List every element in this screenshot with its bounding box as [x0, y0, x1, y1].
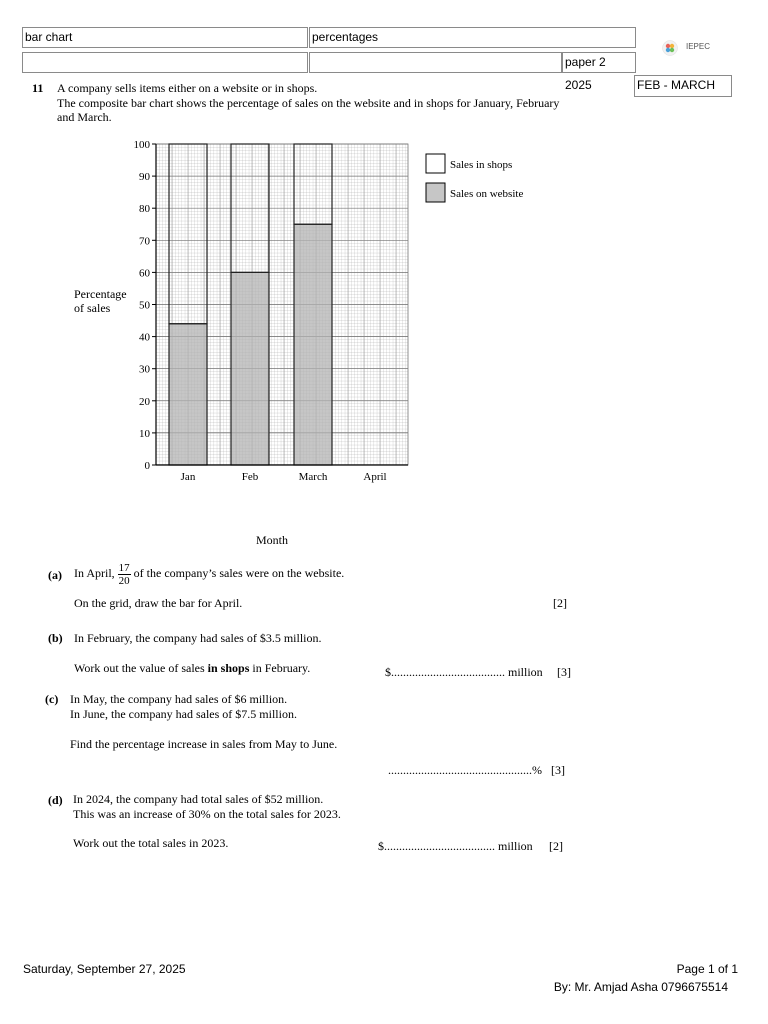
fraction-17-20	[118, 562, 131, 587]
footer-author: By: Mr. Amjad Asha 0796675514	[553, 980, 728, 994]
part-a-line-1	[74, 561, 344, 587]
y-tick-label-60: 60	[139, 267, 150, 280]
part-b-marks: [3]	[557, 665, 571, 679]
part-d-label: (d)	[48, 793, 63, 807]
intro-line-2: The composite bar chart shows the percentage of sales on the website and in shops for January, February	[57, 96, 560, 110]
logo-text: IEPEC	[686, 42, 711, 51]
legend-swatch-website	[426, 183, 445, 202]
part-c-line-3: Find the percentage increase in sales from May to June.	[70, 737, 338, 751]
part-d-line-2: This was an increase of 30% on the total sales for 2023.	[73, 807, 341, 821]
intro-line-1: A company sells items either on a website or in shops.	[57, 81, 318, 95]
x-tick-label-feb: Feb	[241, 471, 259, 483]
footer-date: Saturday, September 27, 2025	[23, 962, 186, 976]
part-a-marks: [2]	[553, 596, 567, 610]
y-tick-label-70: 70	[139, 235, 150, 248]
x-tick-label-april: April	[363, 471, 387, 483]
x-tick-label-march: March	[298, 471, 328, 483]
y-axis-label-line-2: of sales	[74, 301, 111, 315]
part-a-line-2: On the grid, draw the bar for April.	[74, 596, 243, 610]
x-axis-label: Month	[256, 533, 289, 547]
part-c-line-1: In May, the company had sales of $6 million.	[70, 692, 288, 706]
bar-website-feb	[231, 272, 269, 465]
legend-label-website: Sales on website	[450, 188, 524, 200]
bar-website-jan	[169, 324, 207, 465]
topic-cell: bar chart	[22, 27, 308, 48]
part-c-answer-line[interactable]: ................................................%	[388, 763, 542, 777]
question-number: 11	[32, 81, 44, 95]
part-a-line-1-post: of the company’s sales were on the website.	[133, 566, 345, 580]
legend-label-shops: Sales in shops	[450, 159, 513, 171]
part-b-line-2	[74, 661, 310, 676]
fraction-denominator: 20	[118, 574, 130, 587]
footer-page: Page 1 of 1	[676, 962, 738, 976]
part-c-line-2: In June, the company had sales of $7.5 million.	[70, 707, 297, 721]
y-tick-label-10: 10	[139, 427, 150, 440]
part-b-line-1: In February, the company had sales of $3.5 million.	[74, 631, 322, 645]
part-a-line-1-pre: In April,	[74, 566, 115, 580]
year-label: 2025	[565, 78, 592, 92]
y-tick-label-100: 100	[133, 139, 150, 151]
part-c-label: (c)	[45, 692, 59, 706]
part-c-marks: [3]	[551, 763, 565, 777]
y-tick-label-30: 30	[139, 363, 150, 376]
y-tick-label-80: 80	[139, 203, 150, 216]
y-tick-label-50: 50	[139, 299, 150, 312]
x-tick-label-jan: Jan	[180, 471, 196, 483]
y-tick-label-0: 0	[144, 460, 150, 472]
session-cell: FEB - MARCH	[634, 75, 732, 97]
paper-cell: paper 2	[562, 52, 636, 73]
y-tick-label-90: 90	[139, 171, 150, 184]
part-a-label: (a)	[48, 568, 62, 582]
part-d-answer-line[interactable]: $..................................... million	[378, 839, 533, 853]
y-tick-label-40: 40	[139, 331, 150, 344]
subtopic-cell: percentages	[309, 27, 636, 48]
part-b-line-2-bold: in shops	[207, 661, 250, 675]
y-axis-label-line-1: Percentage	[74, 287, 127, 301]
fraction-numerator: 17	[118, 561, 130, 574]
bar-website-march	[294, 224, 332, 465]
part-b-answer-line[interactable]: $...................................... million	[385, 665, 543, 679]
part-d-marks: [2]	[549, 839, 563, 853]
legend-swatch-shops	[426, 154, 445, 173]
chart-legend	[426, 154, 523, 202]
intro-line-3: and March.	[57, 110, 112, 124]
part-b-label: (b)	[48, 631, 63, 645]
y-tick-label-20: 20	[139, 395, 150, 408]
part-d-line-1: In 2024, the company had total sales of $52 million.	[73, 792, 324, 806]
part-b-line-2-post: in February.	[252, 661, 311, 675]
part-d-line-3: Work out the total sales in 2023.	[73, 836, 229, 850]
part-b-line-2-pre: Work out the value of sales	[74, 661, 205, 675]
